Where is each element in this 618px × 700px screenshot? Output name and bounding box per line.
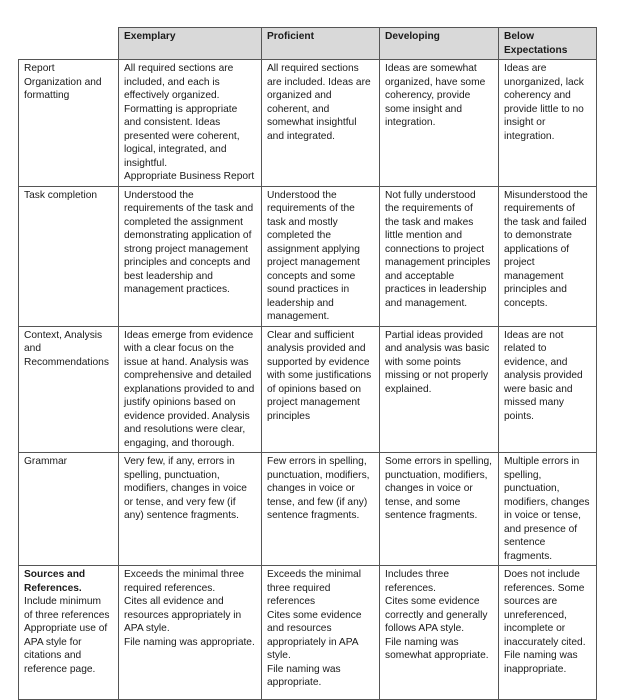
table-row	[19, 566, 597, 700]
rubric-table	[18, 27, 597, 700]
rating-cell: Includes three references. Cites some evidence correctly and generally follows APA style. File naming was somewhat appropriate.	[380, 566, 499, 700]
rating-cell: Does not include references. Some sources are unreferenced, incomplete or inaccurately cited. File naming was inappropriate.	[499, 566, 597, 700]
header-row	[19, 28, 597, 60]
rating-cell: Very few, if any, errors in spelling, punctuation, modifiers, changes in voice or tense, and very few (if any) sentence fragments.	[119, 453, 262, 566]
header-below-expectations: Below Expectations	[499, 28, 597, 60]
table-row	[19, 453, 597, 566]
rating-cell: Ideas emerge from evidence with a clear focus on the issue at hand. Analysis was comprehensive and detailed explanations provided to and justify opinions based on evidence provided. Analysis and resolutions were clear, engaging, and thorough.	[119, 326, 262, 453]
rating-cell: Misunderstood the requirements of the task and failed to demonstrate applications of project management principles and concepts.	[499, 186, 597, 326]
criterion-cell: Grammar	[19, 453, 119, 566]
rating-cell: All required sections are included, and each is effectively organized. Formatting is appropriate and consistent. Ideas presented were coherent, logical, integrated, and insightful. Appropriate Business Report	[119, 60, 262, 187]
rating-cell: Ideas are unorganized, lack coherency and provide little to no insight or integration.	[499, 60, 597, 187]
criterion-cell: Task completion	[19, 186, 119, 326]
header-proficient: Proficient	[262, 28, 380, 60]
rating-cell: Multiple errors in spelling, punctuation, modifiers, changes in voice or tense, and presence of sentence fragments.	[499, 453, 597, 566]
criterion-cell: Report Organization and formatting	[19, 60, 119, 187]
rating-cell: Ideas are not related to evidence, and analysis provided were basic and missed many points.	[499, 326, 597, 453]
table-row	[19, 326, 597, 453]
rating-cell: Some errors in spelling, punctuation, modifiers, changes in voice or tense, and some sentence fragments.	[380, 453, 499, 566]
rating-cell: Not fully understood the requirements of the task and makes little mention and connections to project management principles and acceptable practices in leadership and management.	[380, 186, 499, 326]
rating-cell: All required sections are included. Ideas are organized and coherent, and somewhat insightful and integrated.	[262, 60, 380, 187]
rating-cell: Few errors in spelling, punctuation, modifiers, changes in voice or tense, and few (if any) sentence fragments.	[262, 453, 380, 566]
rating-cell: Ideas are somewhat organized, have some coherency, provide some insight and integration.	[380, 60, 499, 187]
criterion-title: Sources and References.	[24, 569, 86, 594]
table-row	[19, 186, 597, 326]
rating-cell: Partial ideas provided and analysis was basic with some points missing or not properly explained.	[380, 326, 499, 453]
table-row	[19, 60, 597, 187]
header-corner	[19, 28, 119, 60]
header-developing: Developing	[380, 28, 499, 60]
criterion-detail: Include minimum of three references Appropriate use of APA style for citations and reference page.	[24, 596, 110, 675]
rating-cell: Understood the requirements of the task and completed the assignment demonstrating application of strong project management principles and concepts and best leadership and management practices.	[119, 186, 262, 326]
criterion-cell: Context, Analysis and Recommendations	[19, 326, 119, 453]
rating-cell: Clear and sufficient analysis provided and supported by evidence with some justifications of opinions based on project management principles	[262, 326, 380, 453]
criterion-cell	[19, 566, 119, 700]
header-exemplary: Exemplary	[119, 28, 262, 60]
rating-cell: Exceeds the minimal three required references. Cites all evidence and resources appropriately in APA style. File naming was appropriate.	[119, 566, 262, 700]
rating-cell: Understood the requirements of the task and mostly completed the assignment applying project management concepts and some sound practices in leadership and management.	[262, 186, 380, 326]
rating-cell: Exceeds the minimal three required references Cites some evidence and resources appropriately in APA style. File naming was appropriate.	[262, 566, 380, 700]
